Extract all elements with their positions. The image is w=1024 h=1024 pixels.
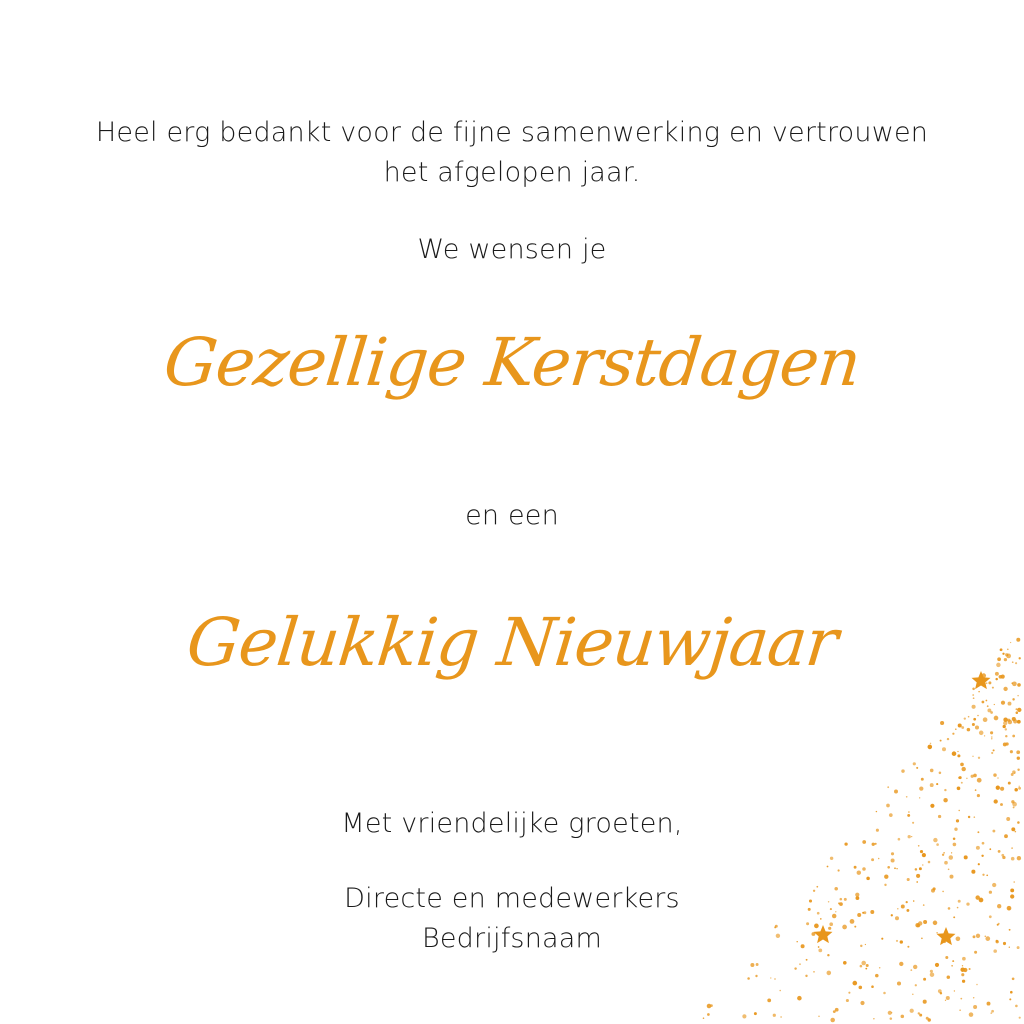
intro-line-2: het afgelopen jaar.: [383, 157, 641, 188]
wish-intro: We wensen je: [417, 234, 607, 265]
connector-text: en een: [465, 500, 559, 531]
signature-line-1: Directe en medewerkers: [344, 883, 680, 914]
signature-line-2: Bedrijfsnaam: [421, 923, 602, 954]
greeting-new-year: Gelukkig Nieuwjaar: [183, 604, 841, 681]
intro-line-1: Heel erg bedankt voor de fijne samenwerking en vertrouwen: [95, 117, 929, 148]
greeting-christmas: Gezellige Kerstdagen: [160, 324, 864, 401]
closing-text: Met vriendelijke groeten,: [341, 808, 683, 839]
